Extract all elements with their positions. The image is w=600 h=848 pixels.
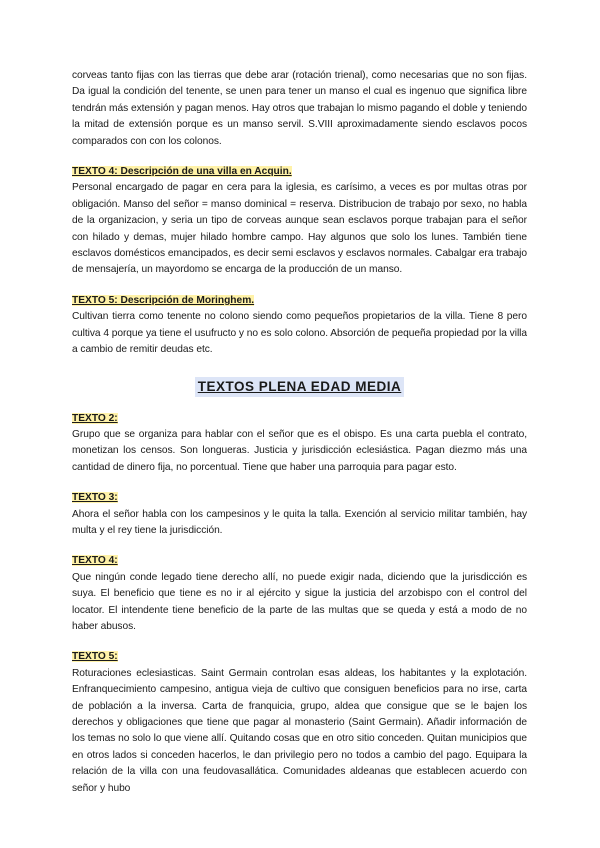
section-body: Ahora el señor habla con los campesinos y le quita la talla. Exención al servicio militar también, hay multa y el rey tiene la jurisdicción.	[72, 508, 527, 536]
main-heading: TEXTOS PLENA EDAD MEDIA	[195, 377, 405, 397]
section-heading: TEXTO 5:	[72, 651, 118, 663]
section-body: Personal encargado de pagar en cera para la iglesia, es carísimo, a veces es por multas otras por obligación. Manso del señor = manso dominical = reserva. Distribucion de trabajo por sexo, no habla de la organizacion, y seria un tipo de corveas aunque sean esclavos porque trabajan para el señor con hilado y demas, mujer hilado hombre campo. Hay algunos que solo los lunes. También tiene esclavos domésticos emancipados, es decir semi esclavos y esclavos normales. Cabalgar era trabajo de mensajería, un mayordomo se encarga de la producción de un manso.	[72, 182, 527, 276]
section-texto-3	[72, 490, 527, 539]
main-heading-wrap	[72, 377, 527, 397]
page-content	[72, 68, 527, 797]
section-texto-2	[72, 411, 527, 477]
section-texto-5	[72, 649, 527, 797]
section-texto-4	[72, 553, 527, 635]
section-texto-5-moringhem	[72, 293, 527, 359]
section-heading: TEXTO 5: Descripción de Moringhem.	[72, 294, 255, 306]
section-body: Roturaciones eclesiasticas. Saint Germain controlan esas aldeas, los habitantes y la explotación. Enfranquecimiento campesino, antigua vieja de cultivo que consiguen beneficios para no irse, carta de población a la inversa. Carta de franquicia, grupo, aldea que consigue que se le bajen los derechos y obligaciones que tiene que pagar al monasterio (Saint Germain). Añadir información de los temas no solo lo que viene allí. Quitando cosas que en otro sitio conceden. Quitan municipios que en otros lados si conceden hacerlos, le dan privilegio pero no todos a cambio del pago. Equipara la relación de la villa con una feudovasallática. Comunidades aldeanas que establecen acuerdo con señor y hubo	[72, 667, 527, 794]
section-heading: TEXTO 2:	[72, 412, 118, 424]
section-body: Grupo que se organiza para hablar con el señor que es el obispo. Es una carta puebla el contrato, monetizan los censos. Son longueras. Justicia y jurisdicción eclesiástica. Pagan diezmo más una cantidad de dinero fija, no porcentual. Tiene que haber una parroquia para pagar esto.	[72, 428, 527, 473]
section-heading: TEXTO 4: Descripción de una villa en Acquin.	[72, 166, 292, 178]
section-body: Cultivan tierra como tenente no colono siendo como pequeños propietarios de la villa. Tiene 8 pero cultiva 4 porque ya tiene el usufructo y no es solo colono. Absorción de pequeña propiedad por la villa a cambio de remitir deudas etc.	[72, 311, 527, 356]
intro-paragraph: corveas tanto fijas con las tierras que debe arar (rotación trienal), como necesarias que no son fijas. Da igual la condición del tenente, se unen para tener un manso el cual es ingenuo que significa libre tendrán más extensión y pagan menos. Hay otros que trabajan lo mismo pagando el doble y teniendo la mitad de extensión porque es un manso servil. S.VIII aproximadamente siendo esclavos pocos comparados con con los colonos.	[72, 70, 527, 147]
section-body: Que ningún conde legado tiene derecho allí, no puede exigir nada, diciendo que la jurisdicción es suya. El beneficio que tiene es no ir al ejército y sigue la justicia del arzobispo con el control del locator. El intendente tiene beneficio de la parte de las multas que se queda y está a modo de no haber abusos.	[72, 571, 527, 632]
section-heading: TEXTO 3:	[72, 492, 118, 504]
section-heading: TEXTO 4:	[72, 555, 118, 567]
section-texto-4-acquin	[72, 164, 527, 279]
